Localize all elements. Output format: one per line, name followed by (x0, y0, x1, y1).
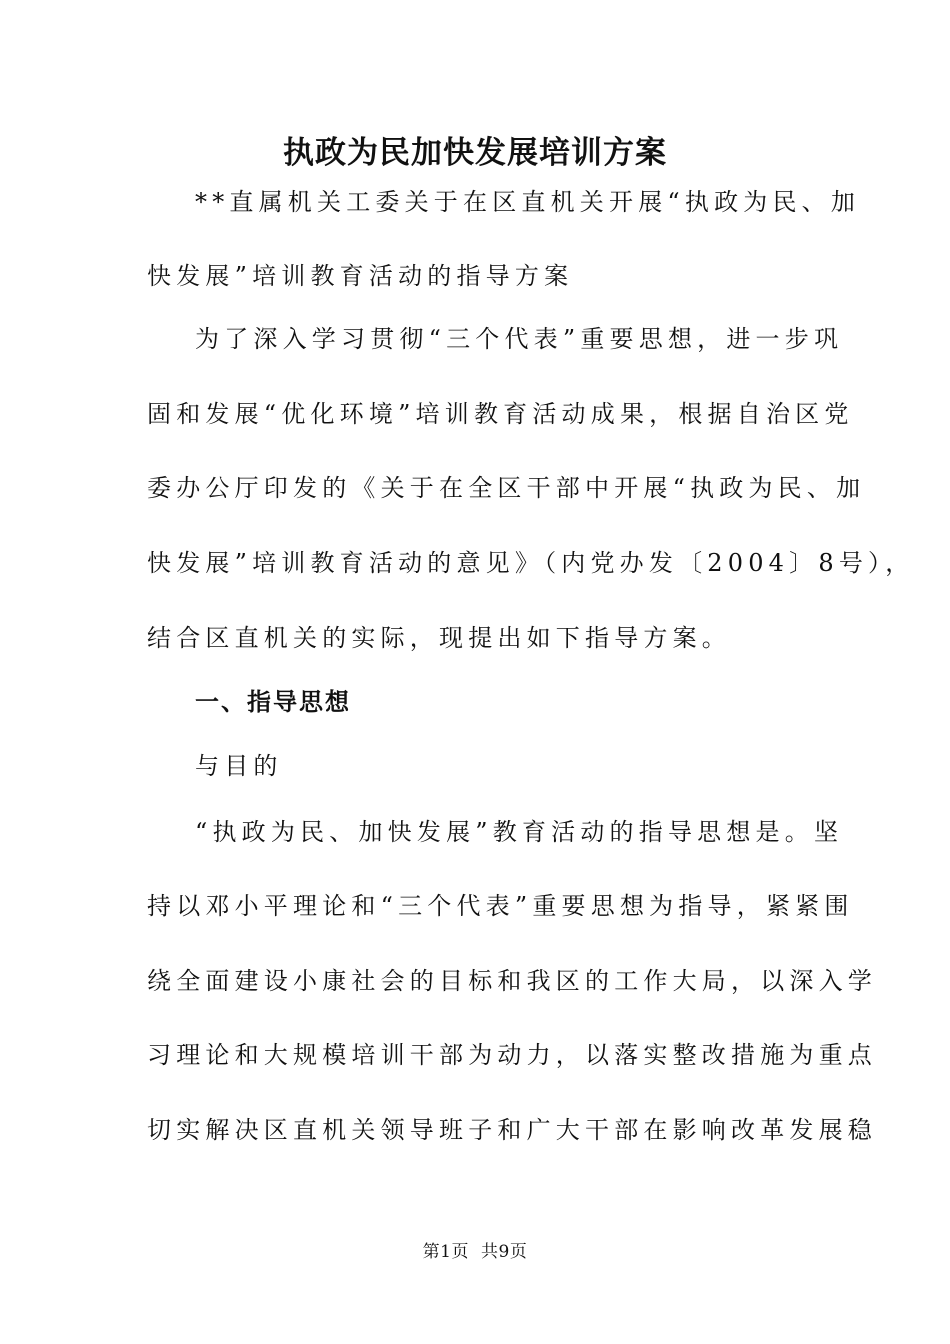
paragraph-line: 为了深入学习贯彻“三个代表”重要思想，进一步巩 (195, 325, 844, 353)
page-number-total: 共9页 (481, 1242, 528, 1262)
section-heading: 一、指导思想 (195, 688, 351, 716)
paragraph-line: 委办公厅印发的《关于在全区干部中开展“执政为民、加 (147, 474, 866, 502)
paragraph-line: 固和发展“优化环境”培训教育活动成果，根据自治区党 (147, 400, 854, 428)
paragraph-line: “执政为民、加快发展”教育活动的指导思想是。坚 (195, 818, 844, 846)
paragraph-line: 切实解决区直机关领导班子和广大干部在影响改革发展稳 (147, 1116, 877, 1144)
paragraph-line: 快发展”培训教育活动的意见》（内党办发〔2004〕8号）， (147, 549, 915, 577)
paragraph-line: 持以邓小平理论和“三个代表”重要思想为指导，紧紧围 (147, 892, 854, 920)
paragraph-line: 结合区直机关的实际，现提出如下指导方案。 (147, 624, 731, 652)
page-footer (0, 1240, 950, 1264)
paragraph-line: **直属机关工委关于在区直机关开展“执政为民、加 (195, 188, 861, 216)
paragraph-line: 与目的 (195, 752, 283, 780)
paragraph-line: 绕全面建设小康社会的目标和我区的工作大局，以深入学 (147, 967, 877, 995)
page-number-current: 第1页 (422, 1242, 469, 1262)
paragraph-line: 快发展”培训教育活动的指导方案 (147, 262, 574, 290)
paragraph-line: 习理论和大规模培训干部为动力，以落实整改措施为重点 (147, 1041, 877, 1069)
document-title: 执政为民加快发展培训方案 (283, 135, 667, 171)
